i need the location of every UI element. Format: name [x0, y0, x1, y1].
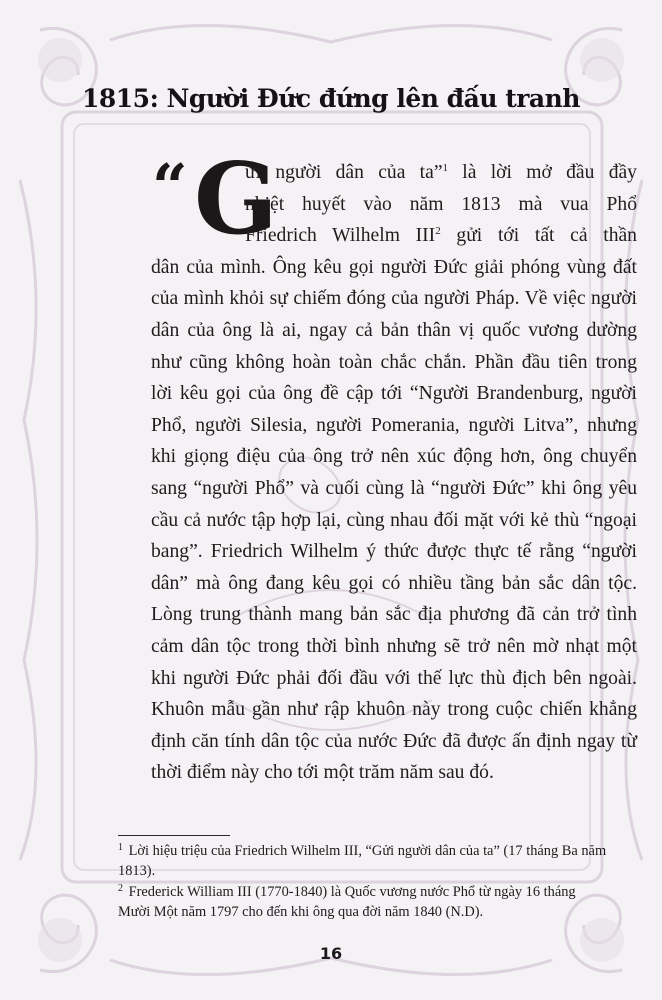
- text-line: cảm dân tộc trong thời bình nhưng sẽ trở nên mờ nhạt một: [151, 635, 637, 657]
- main-text: [151, 150, 637, 789]
- footnote-text: Mười Một năm 1797 cho đến khi ông qua đời năm 1840 (N.D).: [118, 903, 484, 920]
- footnote-divider: [118, 835, 230, 836]
- footnote-text: 1813).: [118, 862, 156, 879]
- footnote-1: [118, 842, 640, 881]
- opening-quote-mark: “: [152, 150, 188, 223]
- text-line: khi người Đức phải đối đầu với thế lực thù địch bên ngoài.: [151, 667, 637, 689]
- footnote-text: Frederick William III (1770-1840) là Quốc vương nước Phổ từ ngày 16 tháng: [128, 884, 576, 900]
- text-line: cầu cả nước tập hợp lại, cùng nhau đối mặt với kẻ thù “ngoại: [151, 509, 637, 531]
- footnote-ref-2: 2: [435, 225, 441, 238]
- text-line: lời kêu gọi của ông đề cập tới “Người Brandenburg, người: [151, 383, 637, 405]
- footnote-ref-1: 1: [442, 162, 449, 174]
- text-line: sang “người Phổ” và cuối cùng là “người Đức” khi ông yêu: [151, 477, 637, 499]
- text-line: định căn tính dân tộc của nước Đức đã được ấn định ngay từ: [151, 730, 637, 752]
- text-line: ửi người dân của ta”$^1$ là lời mở đầu đầy: [245, 162, 637, 183]
- footnotes: [118, 842, 640, 924]
- text-line: khi giọng điệu của ông trở nên xúc động hơn, ông chuyển: [151, 446, 637, 468]
- text-line: của mình khỏi sự chiếm đóng của người Pháp. Về việc người: [151, 288, 637, 310]
- text-line: Friedrich Wilhelm III$^2$ gửi tới tất cả thần: [245, 225, 637, 247]
- text-line: bang”. Friedrich Wilhelm ý thức được thực tế rằng “người: [151, 541, 637, 563]
- text-line: dân của mình. Ông kêu gọi người Đức giải phóng vùng đất: [151, 256, 637, 278]
- drop-cap-letter: G: [194, 142, 278, 257]
- footnote-number: 2: [118, 883, 123, 894]
- text-line: như cũng không hoàn toàn chắc chắn. Phần đầu tiên trong: [151, 351, 637, 373]
- text-line: thời điểm này cho tới một trăm năm sau đó.: [151, 762, 494, 784]
- page-title: 1815: Người Đức đứng lên đấu tranh: [82, 84, 580, 113]
- footnote-text: Lời hiệu triệu của Friedrich Wilhelm III, “Gửi người dân của ta” (17 tháng Ba năm: [128, 843, 607, 859]
- text-line: Lòng trung thành mang bản sắc địa phương đã cản trở tình: [151, 604, 637, 626]
- footnote-2: [118, 883, 640, 922]
- page-number: 16: [319, 944, 343, 963]
- text-line: Phổ, người Silesia, người Pomerania, người Litva”, nhưng: [151, 414, 637, 436]
- text-line: dân của ông là ai, ngay cả bản thân vị quốc vương dường: [151, 319, 637, 341]
- text-line: Khuôn mẫu gần như rập khuôn này trong cuộc chiến khẳng: [151, 699, 637, 721]
- footnote-number: 1: [118, 842, 123, 853]
- text-line: nhiệt huyết vào năm 1813 mà vua Phổ: [245, 193, 637, 215]
- text-line: dân” mà ông đang kêu gọi có nhiều tầng bản sắc dân tộc.: [151, 572, 637, 594]
